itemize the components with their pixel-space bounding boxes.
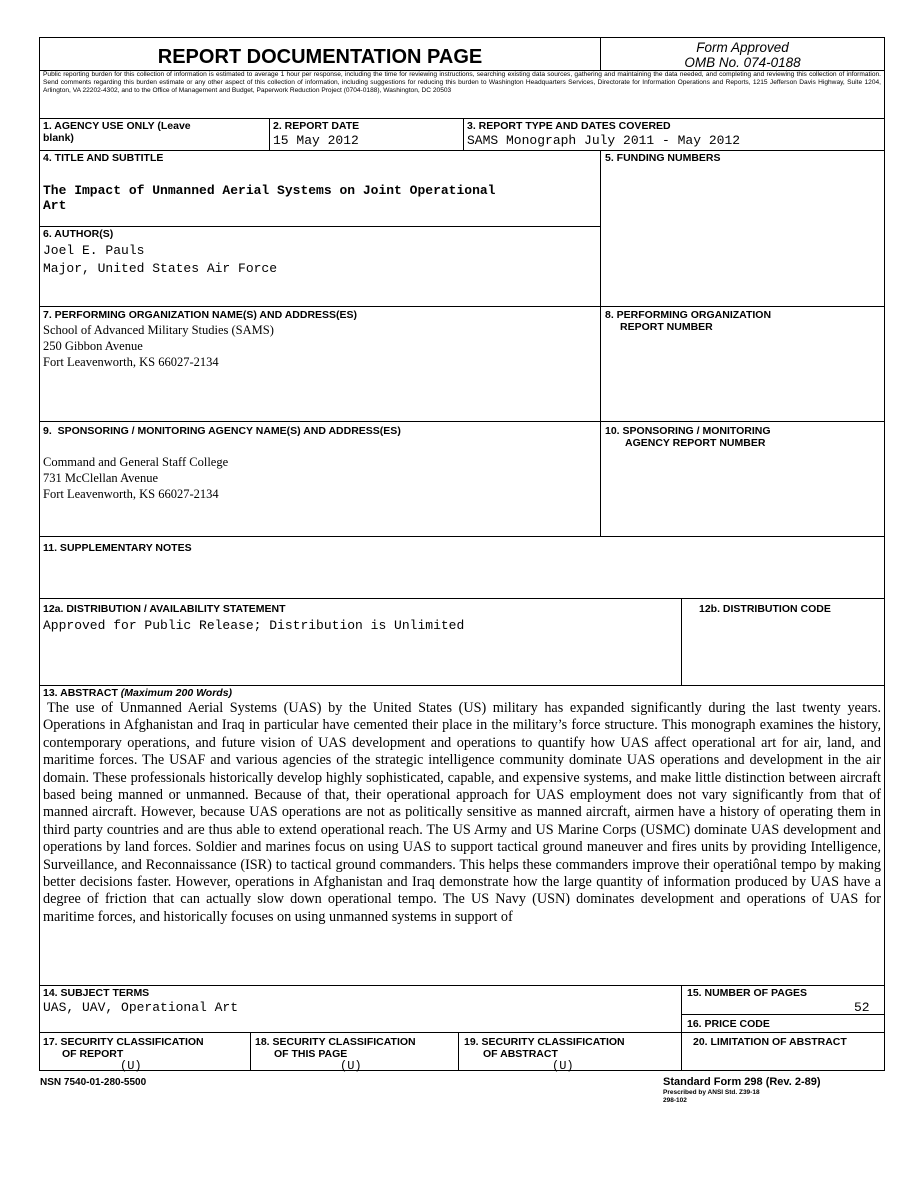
form-approved-label: Form Approved bbox=[696, 40, 789, 55]
sponsoring-agency-label: 9. SPONSORING / MONITORING AGENCY NAME(S) AND ADDRESS(ES) bbox=[43, 425, 401, 437]
performing-org-name: School of Advanced Military Studies (SAMS) bbox=[43, 323, 274, 337]
divider bbox=[681, 985, 682, 1070]
burden-notice: Public reporting burden for this collection of information is estimated to average 1 hour per response, including the time for reviewing instructions, searching existing data sources, gathering and maintaining the data needed, and completing and reviewing this collection of information. Send comments regarding this burden estimate or any other aspect of this collection of information, including suggestions for reducing this burden to Washington Headquarters Services, Directorate for Information Operations and Reports, 1215 Jefferson Davis Highway, Suite 1204, Arlington, VA 22202-4302, and to the Office of Management and Budget, Paperwork Reduction Project (0704-0188), Washington, DC 20503 bbox=[43, 71, 881, 94]
distribution-code-label: 12b. DISTRIBUTION CODE bbox=[699, 603, 831, 615]
divider bbox=[40, 536, 884, 537]
nsn-number: NSN 7540-01-280-5500 bbox=[40, 1077, 147, 1088]
agency-use-label: 1. AGENCY USE ONLY (Leave bbox=[43, 120, 191, 132]
divider bbox=[458, 1032, 459, 1070]
performing-report-label: 8. PERFORMING ORGANIZATION bbox=[605, 309, 772, 321]
author-label: 6. AUTHOR(S) bbox=[43, 228, 114, 240]
divider bbox=[40, 685, 884, 686]
divider bbox=[40, 598, 884, 599]
report-date-label: 2. REPORT DATE bbox=[273, 120, 360, 132]
standard-form-label: Standard Form 298 (Rev. 2-89) bbox=[663, 1076, 821, 1088]
security-class-abstract: (U) bbox=[552, 1059, 574, 1073]
abstract-label-text: 13. ABSTRACT bbox=[43, 687, 118, 699]
sponsoring-agency-city: Fort Leavenworth, KS 66027-2134 bbox=[43, 487, 219, 501]
supplementary-notes-label: 11. SUPPLEMENTARY NOTES bbox=[43, 542, 192, 554]
report-title-line-2: Art bbox=[43, 198, 67, 213]
sponsoring-report-label-cont: AGENCY REPORT NUMBER bbox=[625, 437, 766, 449]
security-class-report-label-cont: OF REPORT bbox=[62, 1048, 124, 1060]
report-type-value: SAMS Monograph July 2011 - May 2012 bbox=[467, 133, 741, 148]
report-type-label: 3. REPORT TYPE AND DATES COVERED bbox=[467, 120, 671, 132]
author-rank: Major, United States Air Force bbox=[43, 261, 278, 276]
divider bbox=[269, 118, 270, 150]
agency-use-label-cont: blank) bbox=[43, 132, 74, 144]
abstract-text: The use of Unmanned Aerial Systems (UAS) by the United States (US) military has expanded significantly during the last twenty years. Operations in Afghanistan and Iraq in particular have cemented their place in the military’s force structure. This monograph examines the history, contemporary operations, and future vision of UAS development and operations to quantify how UAS affect operational art for air, land, and maritime forces. The USAF and various agencies of the strategic intelligence community dominate UAS operations and development in the air domain. These professionals historically develop highly sophisticated, capable, and expensive systems, and make little distinction between aircraft based being manned or unmanned. Because of that, their operational approach for UAS employment does not vary significantly from that of manned aircraft. However, because UAS operations are not as politically sensitive as manned aircraft, airmen have a history of operating them in third party countries and are thus able to extend operational reach. The US Army and US Marine Corps (USMC) dominate UAS development and operations by land forces. Soldier and marines focus on using UAS to support tactical ground maneuver and fires units by providing Intelligence, Surveillance, and Reconnaissance (ISR) to tactical ground commanders. This helps these commanders improve their operatiônal tempo by making better decisions faster. However, operations in Afghanistan and Iraq demonstrate how the large quantity of information produced by UAS have a degree of friction that can actually slow down operational tempo. The US Navy (USN) dominates development and operations of UAS for maritime forces, and historically focuses on using unmanned systems in support of bbox=[43, 700, 881, 925]
funding-numbers-label: 5. FUNDING NUMBERS bbox=[605, 152, 721, 164]
divider bbox=[40, 1032, 884, 1033]
security-class-report: (U) bbox=[120, 1059, 142, 1073]
sponsoring-report-label: 10. SPONSORING / MONITORING bbox=[605, 425, 771, 437]
abstract-label bbox=[43, 687, 232, 699]
price-code-label: 16. PRICE CODE bbox=[687, 1018, 770, 1030]
omb-number: OMB No. 074-0188 bbox=[684, 55, 801, 70]
performing-org-street: 250 Gibbon Avenue bbox=[43, 339, 143, 353]
security-class-page: (U) bbox=[340, 1059, 362, 1073]
performing-org-label: 7. PERFORMING ORGANIZATION NAME(S) AND ADDRESS(ES) bbox=[43, 309, 358, 321]
report-date-value: 15 May 2012 bbox=[273, 133, 359, 148]
divider bbox=[463, 118, 464, 150]
sponsoring-agency-street: 731 McClellan Avenue bbox=[43, 471, 159, 485]
security-class-page-label: 18. SECURITY CLASSIFICATION bbox=[255, 1036, 416, 1048]
sponsoring-agency-name: Command and General Staff College bbox=[43, 455, 229, 469]
number-of-pages: 52 bbox=[854, 1000, 870, 1015]
distribution-statement: Approved for Public Release; Distribution is Unlimited bbox=[43, 618, 465, 633]
security-class-abstract-label: 19. SECURITY CLASSIFICATION bbox=[464, 1036, 625, 1048]
title-label: 4. TITLE AND SUBTITLE bbox=[43, 152, 164, 164]
limitation-of-abstract-label: 20. LIMITATION OF ABSTRACT bbox=[693, 1036, 847, 1048]
divider bbox=[40, 306, 884, 307]
performing-org-city: Fort Leavenworth, KS 66027-2134 bbox=[43, 355, 219, 369]
divider bbox=[40, 985, 884, 986]
divider bbox=[681, 598, 682, 685]
prescribed-by: Prescribed by ANSI Std. Z39-18 bbox=[663, 1089, 760, 1096]
distribution-label: 12a. DISTRIBUTION / AVAILABILITY STATEMENT bbox=[43, 603, 286, 615]
subject-terms: UAS, UAV, Operational Art bbox=[43, 1000, 239, 1015]
security-class-abstract-label-cont: OF ABSTRACT bbox=[483, 1048, 558, 1060]
author-name: Joel E. Pauls bbox=[43, 243, 145, 258]
divider bbox=[40, 421, 884, 422]
number-of-pages-label: 15. NUMBER OF PAGES bbox=[687, 987, 807, 999]
form-code: 298-102 bbox=[663, 1097, 687, 1104]
subject-terms-label: 14. SUBJECT TERMS bbox=[43, 987, 150, 999]
page-title: REPORT DOCUMENTATION PAGE bbox=[157, 46, 483, 68]
abstract-label-note: (Maximum 200 Words) bbox=[120, 687, 233, 699]
security-class-page-label-cont: OF THIS PAGE bbox=[274, 1048, 348, 1060]
divider bbox=[600, 150, 601, 536]
abstract-clip bbox=[43, 700, 881, 985]
report-title-line-1: The Impact of Unmanned Aerial Systems on Joint Operational bbox=[43, 183, 496, 198]
divider bbox=[40, 226, 600, 227]
divider bbox=[40, 150, 884, 151]
divider bbox=[40, 118, 884, 119]
security-class-report-label: 17. SECURITY CLASSIFICATION bbox=[43, 1036, 204, 1048]
divider bbox=[250, 1032, 251, 1070]
performing-report-label-cont: REPORT NUMBER bbox=[620, 321, 713, 333]
